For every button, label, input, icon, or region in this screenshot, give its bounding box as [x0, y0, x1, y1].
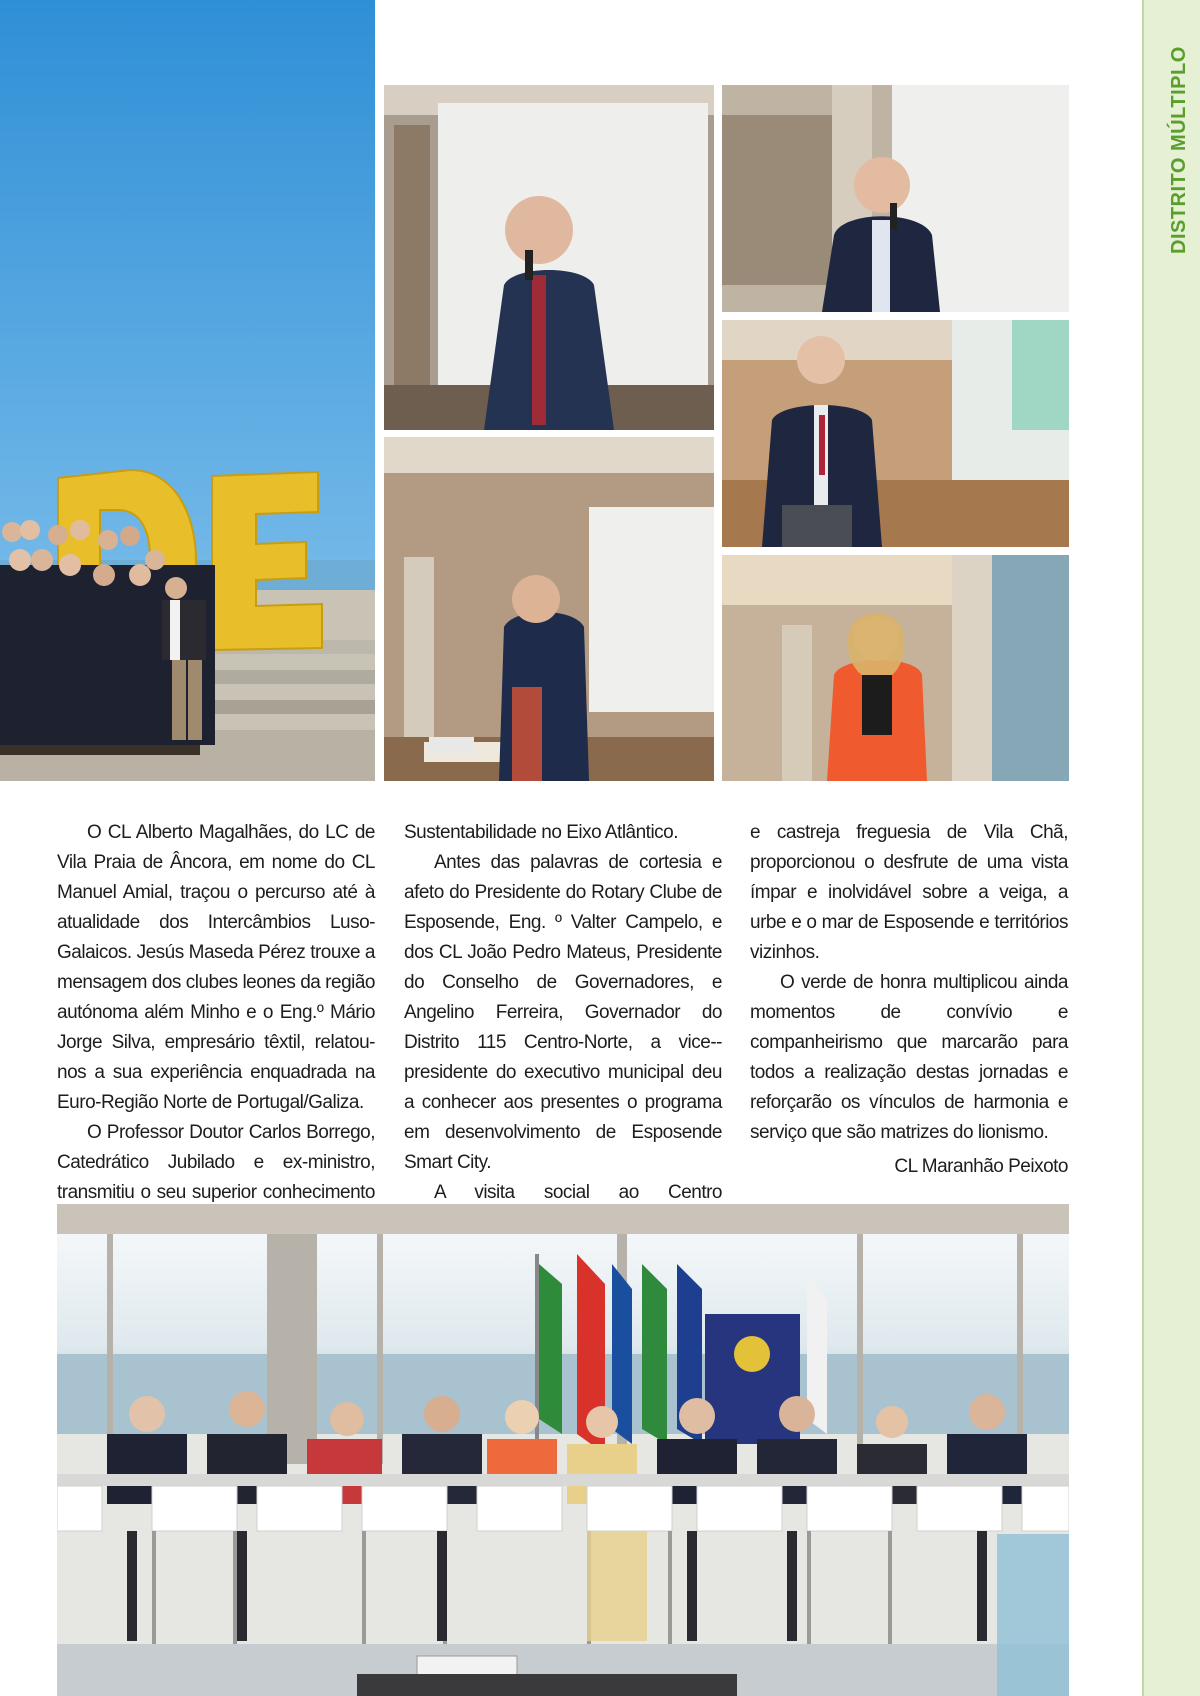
section-tab: [1142, 0, 1200, 1696]
speaker-photo-4: [384, 437, 714, 781]
group-photo-sign: [0, 0, 375, 781]
speaker-photo-2: [722, 85, 1069, 312]
article-paragraph: Antes das palavras de cortesia e afeto do Presidente do Rotary Clube de Esposende, Eng. º Valter Campelo, e dos CL João Pedro Mateus, Presidente do Conselho de Governadores, e Angelino Ferreira, Governador do Distrito 115 Centro-Norte, a vice--presidente do executivo municipal deu a conhecer aos presentes o programa em desenvolvimento de Esposende Smart City.: [404, 852, 722, 1173]
article-paragraph: A visita social ao Centro: [434, 1182, 722, 1203]
article-paragraph: e castreja freguesia de Vila Chã, proporcionou o desfrute de uma vista ímpar e inolvidável sobre a veiga, a urbe e o mar de Esposende e territórios vizinhos.: [750, 822, 1068, 963]
article-column-2: [404, 818, 722, 1268]
article-column-3: [750, 818, 1068, 1148]
speaker-photo-3: [722, 320, 1069, 547]
article-paragraph: O Professor Doutor Carlos Borrego, Catedrático Jubilado e ex-ministro, transmitiu o seu superior conhecimento: [57, 1122, 375, 1203]
article-paragraph: Sustentabilidade no Eixo Atlântico.: [404, 822, 679, 843]
article-column-1: [57, 818, 375, 1238]
article-paragraph: O verde de honra multiplicou ainda momentos de convívio e companheirismo que marcarão para todos a realização destas jornadas e reforçarão os vínculos de harmonia e serviço que são matrizes do lionismo.: [750, 972, 1068, 1143]
head-table-photo: [57, 1204, 1069, 1696]
article-signature: CL Maranhão Peixoto: [894, 1156, 1068, 1177]
article-paragraph: O CL Alberto Magalhães, do LC de Vila Praia de Âncora, em nome do CL Manuel Amial, traçou o percurso até à atualidade dos Intercâmbios Luso-Galaicos. Jesús Maseda Pérez trouxe a mensagem dos clubes leones da região autónoma além Minho e o Eng.º Mário Jorge Silva, empresário têxtil, relatou-nos a sua experiência enquadrada na Euro-Região Norte de Portugal/Galiza.: [57, 822, 375, 1113]
section-tab-label: DISTRITO MÚLTIPLO: [1168, 46, 1190, 254]
speaker-photo-1: [384, 85, 714, 430]
speaker-photo-5: [722, 555, 1069, 781]
